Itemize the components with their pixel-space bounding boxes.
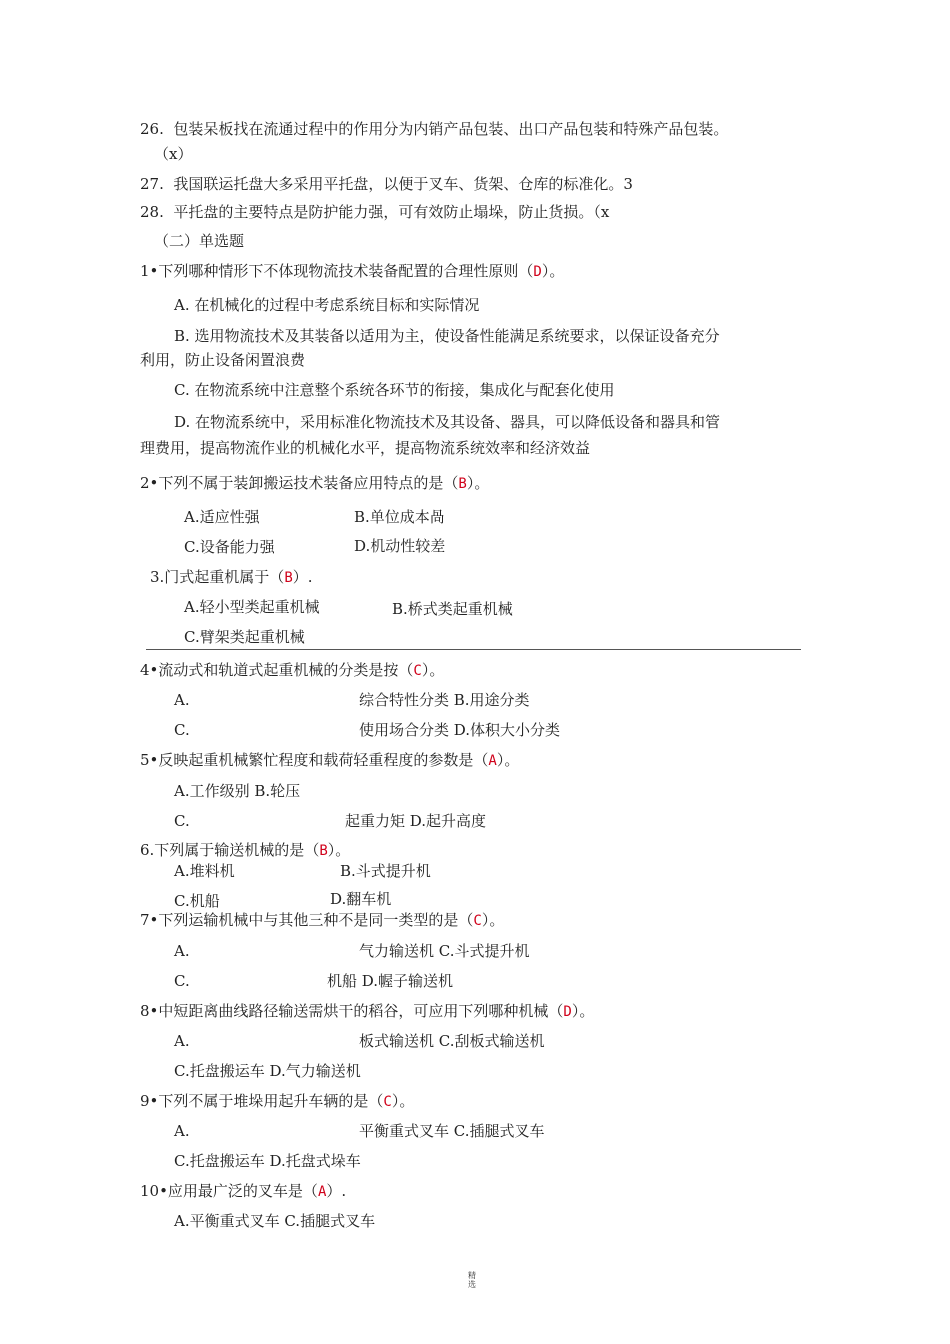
stem-text: 3.门式起重机属于（ bbox=[150, 568, 285, 586]
footer-line-2: 选 bbox=[468, 1280, 476, 1289]
question-1-option-b-line2: 利用，防止设备闲置浪费 bbox=[140, 351, 306, 369]
question-9-options-cd: C.托盘搬运车 D.托盘式垛车 bbox=[174, 1152, 361, 1170]
question-1-stem bbox=[140, 261, 564, 282]
page-footer bbox=[466, 1271, 478, 1289]
question-7-option-a-label: A. bbox=[174, 942, 190, 960]
question-7-options-cd: 机船 D.幄子输送机 bbox=[327, 972, 454, 990]
answer-mark: D bbox=[563, 1004, 572, 1020]
question-8-stem bbox=[140, 1001, 594, 1022]
question-5-option-c-label: C. bbox=[174, 812, 190, 830]
question-4-options-cd: 使用场合分类 D.体积大小分类 bbox=[359, 721, 561, 739]
question-1-option-a: A. 在机械化的过程中考虑系统目标和实际情况 bbox=[174, 296, 480, 314]
question-5-options-ab: A.工作级别 B.轮压 bbox=[174, 782, 301, 800]
question-6-stem bbox=[140, 840, 350, 861]
question-7-stem bbox=[140, 910, 504, 931]
judgment-item-27 bbox=[140, 174, 633, 194]
question-9-stem bbox=[140, 1091, 414, 1112]
question-1-option-c: C. 在物流系统中注意整个系统各环节的衔接，集成化与配套化使用 bbox=[174, 381, 615, 399]
answer-mark: D bbox=[533, 264, 542, 280]
stem-text: 10•应用最广泛的叉车是（ bbox=[140, 1182, 318, 1200]
question-4-option-a-label: A. bbox=[174, 691, 190, 709]
item-text: 平托盘的主要特点是防护能力强，可有效防止塌垛，防止货损。（x bbox=[173, 203, 610, 221]
answer-mark: C bbox=[473, 913, 482, 929]
answer-mark: C bbox=[383, 1094, 392, 1110]
stem-end: ）。 bbox=[496, 751, 520, 769]
question-2-option-b: B.单位成本咼 bbox=[354, 508, 445, 526]
answer-mark: B bbox=[319, 843, 328, 859]
question-4-options-ab: 综合特性分类 B.用途分类 bbox=[359, 691, 530, 709]
question-6-option-d: D.翻车机 bbox=[330, 890, 392, 908]
stem-text: 7•下列运输机械中与其他三种不是同一类型的是（ bbox=[140, 911, 474, 929]
stem-end: ）. bbox=[326, 1182, 347, 1200]
answer-mark: B bbox=[458, 476, 467, 492]
question-4-stem bbox=[140, 660, 444, 681]
stem-end: ）。 bbox=[421, 661, 445, 679]
footer-line-1: 精 bbox=[468, 1271, 476, 1280]
question-6-option-b: B.斗式提升机 bbox=[340, 862, 431, 880]
question-7-options-ac: 气力输送机 C.斗式提升机 bbox=[359, 942, 530, 960]
question-3-stem bbox=[150, 567, 313, 588]
stem-text: 8•中短距离曲线路径输送需烘干的稻谷，可应用下列哪种机械（ bbox=[140, 1002, 564, 1020]
question-9-options-ac: 平衡重式叉车 C.插腿式叉车 bbox=[359, 1122, 545, 1140]
question-2-option-a: A.适应性强 bbox=[184, 508, 260, 526]
stem-text: 9•下列不属于堆垛用起升车辆的是（ bbox=[140, 1092, 384, 1110]
question-5-options-cd: 起重力矩 D.起升高度 bbox=[345, 812, 487, 830]
question-8-options-cd: C.托盘搬运车 D.气力输送机 bbox=[174, 1062, 361, 1080]
stem-end: ）。 bbox=[571, 1002, 595, 1020]
item-text: 包装呆板找在流通过程中的作用分为内销产品包装、出口产品包装和特殊产品包装。 bbox=[173, 120, 729, 138]
horizontal-divider bbox=[146, 649, 801, 650]
question-1-option-b-line1: B. 选用物流技术及其装备以适用为主，使设备性能满足系统要求，以保证设备充分 bbox=[174, 327, 720, 345]
stem-end: ）。 bbox=[481, 911, 505, 929]
item-number: 26. bbox=[140, 120, 164, 138]
question-3-option-b: B.桥式类起重机械 bbox=[392, 600, 513, 618]
question-10-stem bbox=[140, 1181, 346, 1202]
item-number: 28. bbox=[140, 203, 164, 221]
question-6-option-a: A.堆料机 bbox=[174, 862, 235, 880]
judgment-item-26 bbox=[140, 119, 728, 139]
question-10-options-ac: A.平衡重式叉车 C.插腿式叉车 bbox=[174, 1212, 376, 1230]
question-4-option-c-label: C. bbox=[174, 721, 190, 739]
answer-mark: A bbox=[488, 753, 497, 769]
question-9-option-a-label: A. bbox=[174, 1122, 190, 1140]
answer-mark: B bbox=[284, 570, 293, 586]
question-6-option-c: C.机船 bbox=[174, 892, 220, 910]
stem-end: ）. bbox=[292, 568, 313, 586]
stem-text: 5•反映起重机械繁忙程度和载荷轻重程度的参数是（ bbox=[140, 751, 489, 769]
item-number: 27. bbox=[140, 175, 164, 193]
question-1-option-d-line2: 理费用，提高物流作业的机械化水平，提高物流系统效率和经济效益 bbox=[140, 439, 591, 457]
answer-mark: C bbox=[413, 663, 422, 679]
question-8-option-a-label: A. bbox=[174, 1032, 190, 1050]
stem-end: ）。 bbox=[327, 841, 351, 859]
item-text: 我国联运托盘大多采用平托盘，以便于叉车、货架、仓库的标准化。3 bbox=[173, 175, 633, 193]
question-2-stem bbox=[140, 473, 489, 494]
question-8-options-ac: 板式输送机 C.刮板式输送机 bbox=[359, 1032, 545, 1050]
section-title: （二）单选题 bbox=[154, 232, 245, 250]
question-2-option-d: D.机动性较差 bbox=[354, 537, 446, 555]
question-7-option-c-label: C. bbox=[174, 972, 190, 990]
stem-text: 6.下列属于输送机械的是（ bbox=[140, 841, 320, 859]
question-2-option-c: C.设备能力强 bbox=[184, 538, 275, 556]
answer-mark: A bbox=[317, 1184, 327, 1200]
judgment-item-28 bbox=[140, 202, 609, 222]
question-1-option-d-line1: D. 在物流系统中，采用标准化物流技术及其设备、器具，可以降低设备和器具和管 bbox=[174, 413, 721, 431]
stem-end: ）。 bbox=[541, 262, 565, 280]
judgment-item-26-mark: （x） bbox=[154, 145, 193, 163]
question-5-stem bbox=[140, 750, 519, 771]
question-3-option-c: C.臂架类起重机械 bbox=[184, 628, 305, 646]
stem-text: 2•下列不属于装卸搬运技术装备应用特点的是（ bbox=[140, 474, 459, 492]
stem-end: ）。 bbox=[466, 474, 490, 492]
question-3-option-a: A.轻小型类起重机械 bbox=[184, 598, 320, 616]
stem-end: ）。 bbox=[391, 1092, 415, 1110]
stem-text: 4•流动式和轨道式起重机械的分类是按（ bbox=[140, 661, 414, 679]
stem-text: 1•下列哪种情形下不体现物流技术装备配置的合理性原则（ bbox=[140, 262, 534, 280]
